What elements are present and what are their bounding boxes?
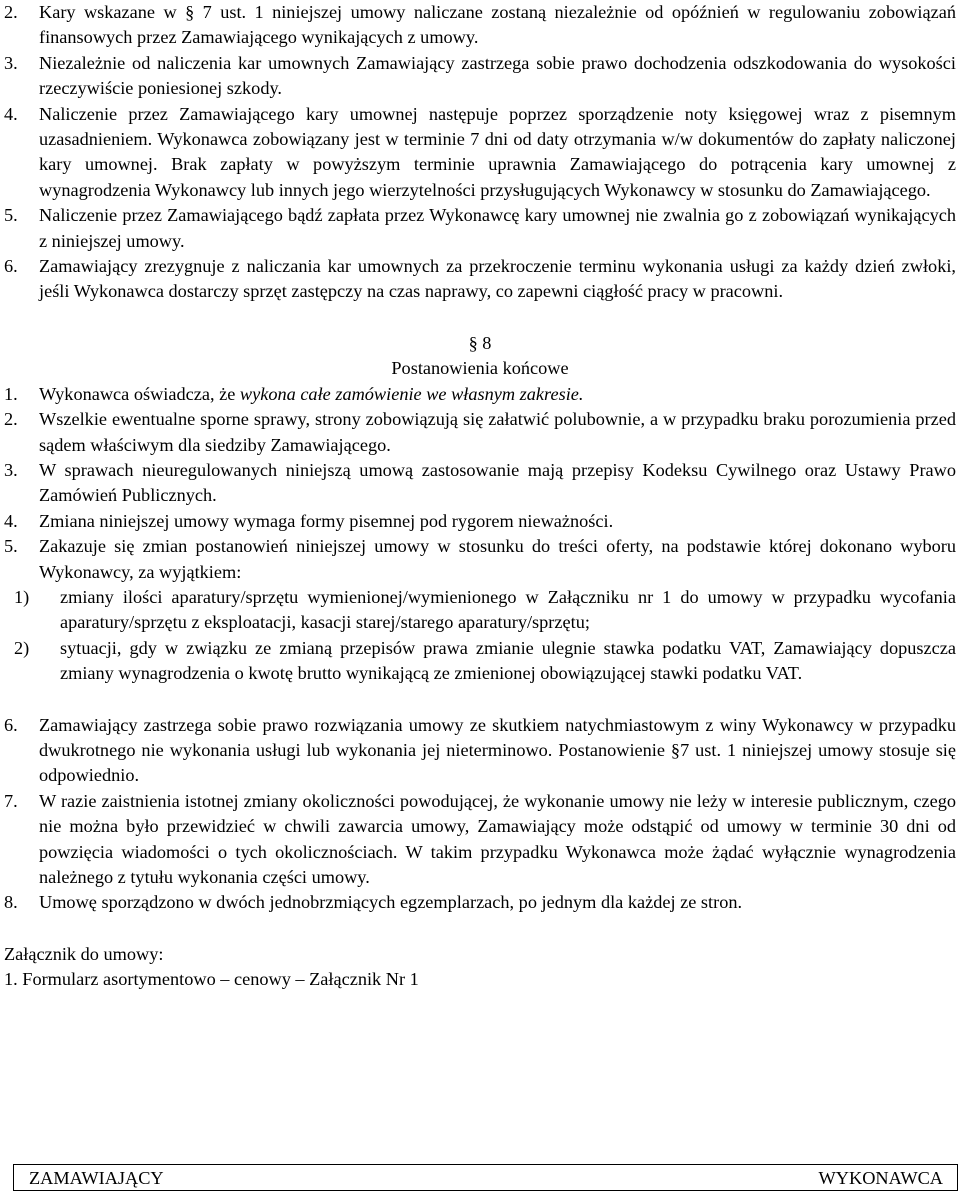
clause-number: 3. [4,52,18,73]
clause-text: Naliczenie przez Zamawiającego kary umownej następuje poprzez sporządzenie noty księgowej wraz z pisemnym uzasadnieniem. Wykonawca zobowiązany jest w terminie 7 dni od daty otrzymania w/w dokumentów do zapłaty naliczonej kary umownej. Brak zapłaty w powyższym terminie uprawnia Zamawiającego do potrącenia kary umownej z wynagrodzenia Wykonawcy lub innych jego wierzytelności przysługujących Wykonawcy w stosunku do Zamawiającego. [39,103,956,200]
clause-item [0,789,960,891]
clause-text: Zamawiający zastrzega sobie prawo rozwiązania umowy ze skutkiem natychmiastowym z winy Wykonawcy w przypadku dwukrotnego nie wykonania usługi lub wykonania jej nieterminowo. Postanowienie §7 ust. 1 niniejszej umowy stosuje się odpowiednio. [39,714,956,786]
clause-text: Kary wskazane w § 7 ust. 1 niniejszej umowy naliczane zostaną niezależnie od opóźnień w regulowaniu zobowiązań finansowych przez Zamawiającego wynikających z umowy. [39,2,956,48]
clause-item [0,0,960,51]
clause-item [0,509,960,534]
clause-number: 1. [4,383,18,404]
attachments-heading: Załącznik do umowy: [4,943,164,964]
clause-item [0,534,960,585]
attachment-line: 1. Formularz asortymentowo – cenowy – Załącznik Nr 1 [4,969,419,990]
subclause-text: sytuacji, gdy w związku ze zmianą przepisów prawa zmianie ulegnie stawka podatku VAT, Zamawiający dopuszcza zmiany wynagrodzenia o kwotę brutto wynikającą ze zmienionej obowiązującej stawki podatku VAT. [60,637,956,684]
section-title: Postanowienia końcowe [391,358,569,379]
clause-number: 8. [4,892,18,913]
signature-label-contractor: WYKONAWCA [818,1168,943,1188]
clause-item [0,254,960,305]
clause-item [0,407,960,458]
clause-text: W sprawach nieuregulowanych niniejszą umową zastosowanie mają przepisy Kodeksu Cywilnego oraz Ustawy Prawo Zamówień Publicznych. [39,459,956,506]
clause-item [0,890,960,915]
clause-italic-text: wykona całe zamówienie we własnym zakresie. [239,383,584,404]
subclause-number: 2) [14,637,30,658]
clause-number: 3. [4,459,18,480]
clause-number: 5. [4,536,18,557]
clause-item [0,458,960,509]
clause-text: Umowę sporządzono w dwóch jednobrzmiących egzemplarzach, po jednym dla każdej ze stron. [39,892,743,913]
clause-text: Wszelkie ewentualne sporne sprawy, strony zobowiązują się załatwić polubownie, a w przypadku braku porozumienia przed sądem właściwym dla siedziby Zamawiającego. [39,409,956,455]
subclause-text: zmiany ilości aparatury/sprzętu wymienionej/wymienionego w Załączniku nr 1 do umowy w przypadku wycofania aparatury/sprzętu z eksploatacji, kasacji starej/starego aparatury/sprzętu; [60,586,956,633]
signature-label-contracting-party: ZAMAWIAJĄCY [29,1168,164,1188]
clause-item [0,51,960,102]
clause-text: Zakazuje się zmian postanowień niniejszej umowy w stosunku do treści oferty, na podstawie której dokonano wyboru Wykonawcy, za wyjątkiem: [39,536,956,582]
signature-box [13,1164,958,1191]
subclause-item [0,585,960,636]
clause-text: Zmiana niniejszej umowy wymaga formy pisemnej pod rygorem nieważności. [39,510,614,531]
clause-number: 6. [4,256,18,277]
subclause-item [0,636,960,687]
subclause-number: 1) [14,586,30,607]
clause-item [0,102,960,204]
clause-number: 4. [4,103,18,124]
clause-text: Niezależnie od naliczenia kar umownych Zamawiający zastrzega sobie prawo dochodzenia odszkodowania do wysokości rzeczywiście poniesionej szkody. [39,52,956,99]
clause-item [0,713,960,789]
clause-text: Wykonawca oświadcza, że [39,383,240,404]
clause-number: 6. [4,714,18,735]
clause-number: 2. [4,409,18,430]
clause-text: Naliczenie przez Zamawiającego bądź zapłata przez Wykonawcę kary umownej nie zwalnia go z zobowiązań wynikających z niniejszej umowy. [39,205,956,251]
section-mark: § 8 [468,332,492,353]
clause-number: 2. [4,2,18,22]
clause-number: 4. [4,510,18,531]
clause-number: 7. [4,790,18,811]
clause-text: W razie zaistnienia istotnej zmiany okoliczności powodującej, że wykonanie umowy nie leży w interesie publicznym, czego nie można było przewidzieć w chwili zawarcia umowy, Zamawiający może odstąpić od umowy w terminie 30 dni od powzięcia wiadomości o tych okolicznościach. W takim przypadku Wykonawca może żądać wyłącznie wynagrodzenia należnego z tytułu wykonania części umowy. [39,790,956,887]
clause-item [0,382,960,407]
clause-item [0,203,960,254]
clause-text: Zamawiający zrezygnuje z naliczania kar umownych za przekroczenie terminu wykonania usługi za każdy dzień zwłoki, jeśli Wykonawca dostarczy sprzęt zastępczy na czas naprawy, co zapewni ciągłość pracy w pracowni. [39,256,956,302]
clause-number: 5. [4,205,18,226]
